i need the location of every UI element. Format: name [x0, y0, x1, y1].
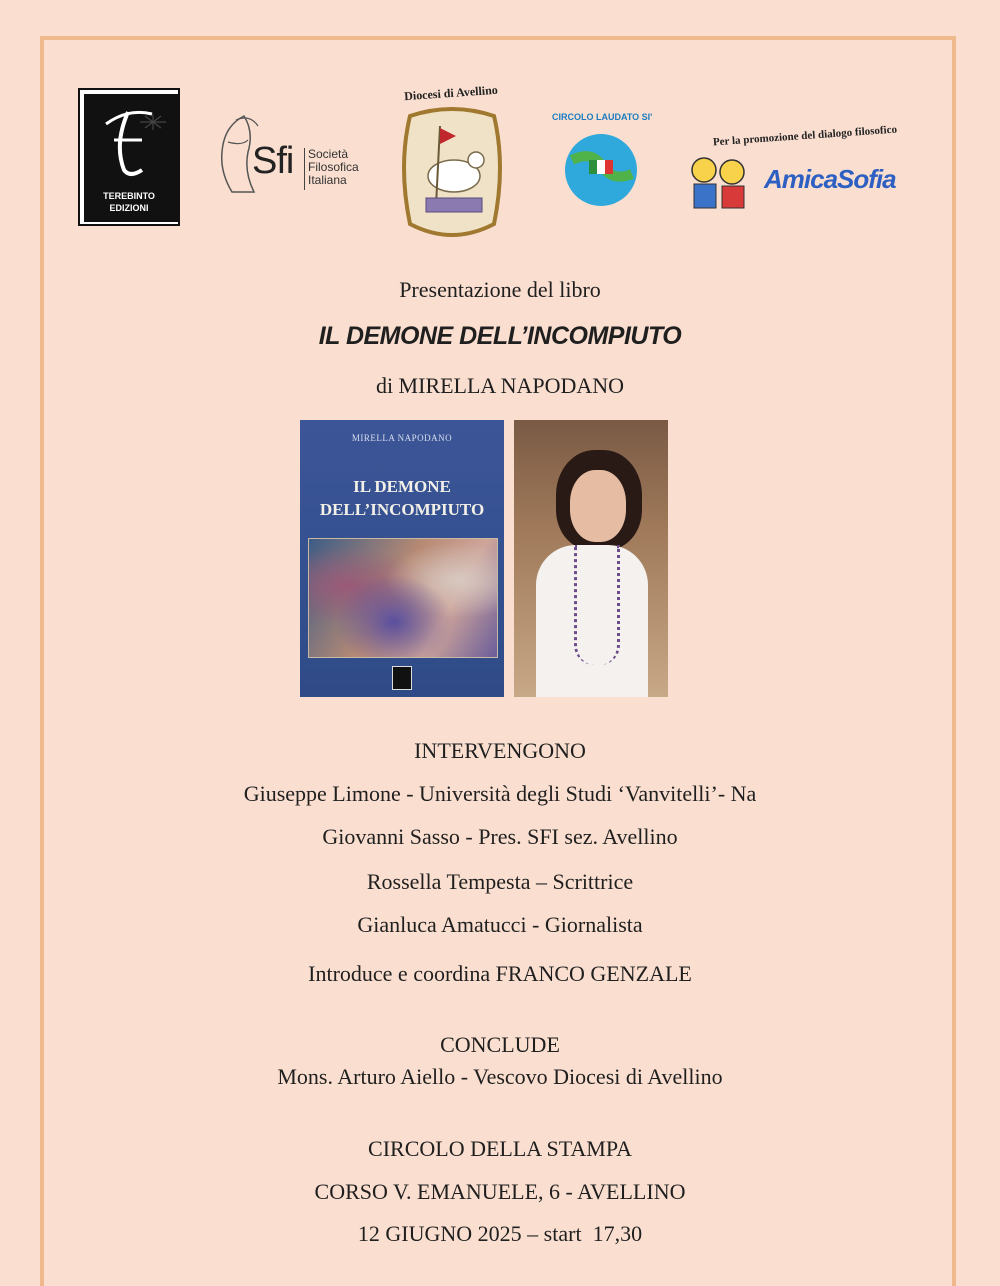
conclusion-speaker: Mons. Arturo Aiello - Vescovo Diocesi di Avellino	[277, 1064, 723, 1089]
book-cover-title: IL DEMONE DELL’INCOMPIUTO	[319, 477, 485, 519]
diocesi-logo-text: Diocesi di Avellino	[403, 82, 499, 104]
venue-name: CIRCOLO DELLA STAMPA	[368, 1136, 632, 1161]
children-icon	[686, 154, 752, 212]
speaker-line: Giuseppe Limone - Università degli Studi ‘Vanvitelli’- Na	[243, 781, 757, 806]
author-line: di MIRELLA NAPODANO	[375, 373, 625, 398]
speakers-heading: INTERVENGONO	[414, 738, 586, 763]
terebinto-logo	[78, 88, 180, 226]
event-intro: Presentazione del libro	[399, 277, 601, 302]
circolo-laudato-logo	[552, 112, 653, 222]
sparkle-icon	[140, 112, 166, 132]
moderator-line: Introduce e coordina FRANCO GENZALE	[308, 961, 692, 986]
lamb-of-god-icon	[396, 106, 508, 242]
sfi-logo-line-2: Filosofica	[308, 160, 359, 174]
event-datetime: 12 GIUGNO 2025 – start 17,30	[357, 1221, 643, 1246]
sfi-logo-line-3: Italiana	[308, 173, 347, 187]
conclusion-heading: CONCLUDE	[440, 1032, 560, 1057]
book-cover-author: MIRELLA NAPODANO	[351, 433, 453, 443]
speaker-line: Giovanni Sasso - Pres. SFI sez. Avellino	[322, 824, 678, 849]
sfi-logo	[214, 112, 370, 204]
speaker-line: Gianluca Amatucci - Giornalista	[357, 912, 643, 937]
terebinto-logo-text: TEREBINTO EDIZIONI	[103, 191, 155, 213]
diocesi-logo	[384, 78, 518, 244]
publisher-mark-icon	[392, 666, 412, 690]
venue-address: CORSO V. EMANUELE, 6 - AVELLINO	[314, 1179, 686, 1204]
globe-icon	[562, 130, 640, 210]
amicasofia-text: AmicaSofia	[764, 164, 896, 194]
book-title-heading: IL DEMONE DELL’INCOMPIUTO	[318, 322, 682, 350]
book-cover-artwork	[308, 538, 498, 658]
speaker-line: Rossella Tempesta – Scrittrice	[366, 869, 634, 894]
amicasofia-tagline: Per la promozione del dialogo filosofico	[712, 123, 898, 149]
author-photo	[514, 420, 668, 697]
circolo-laudato-text: CIRCOLO LAUDATO SI'	[552, 112, 653, 122]
amicasofia-logo	[684, 124, 926, 216]
sfi-logo-short: Sfi	[252, 140, 294, 182]
sfi-logo-line-1: Società	[308, 147, 349, 161]
book-cover	[300, 420, 504, 697]
